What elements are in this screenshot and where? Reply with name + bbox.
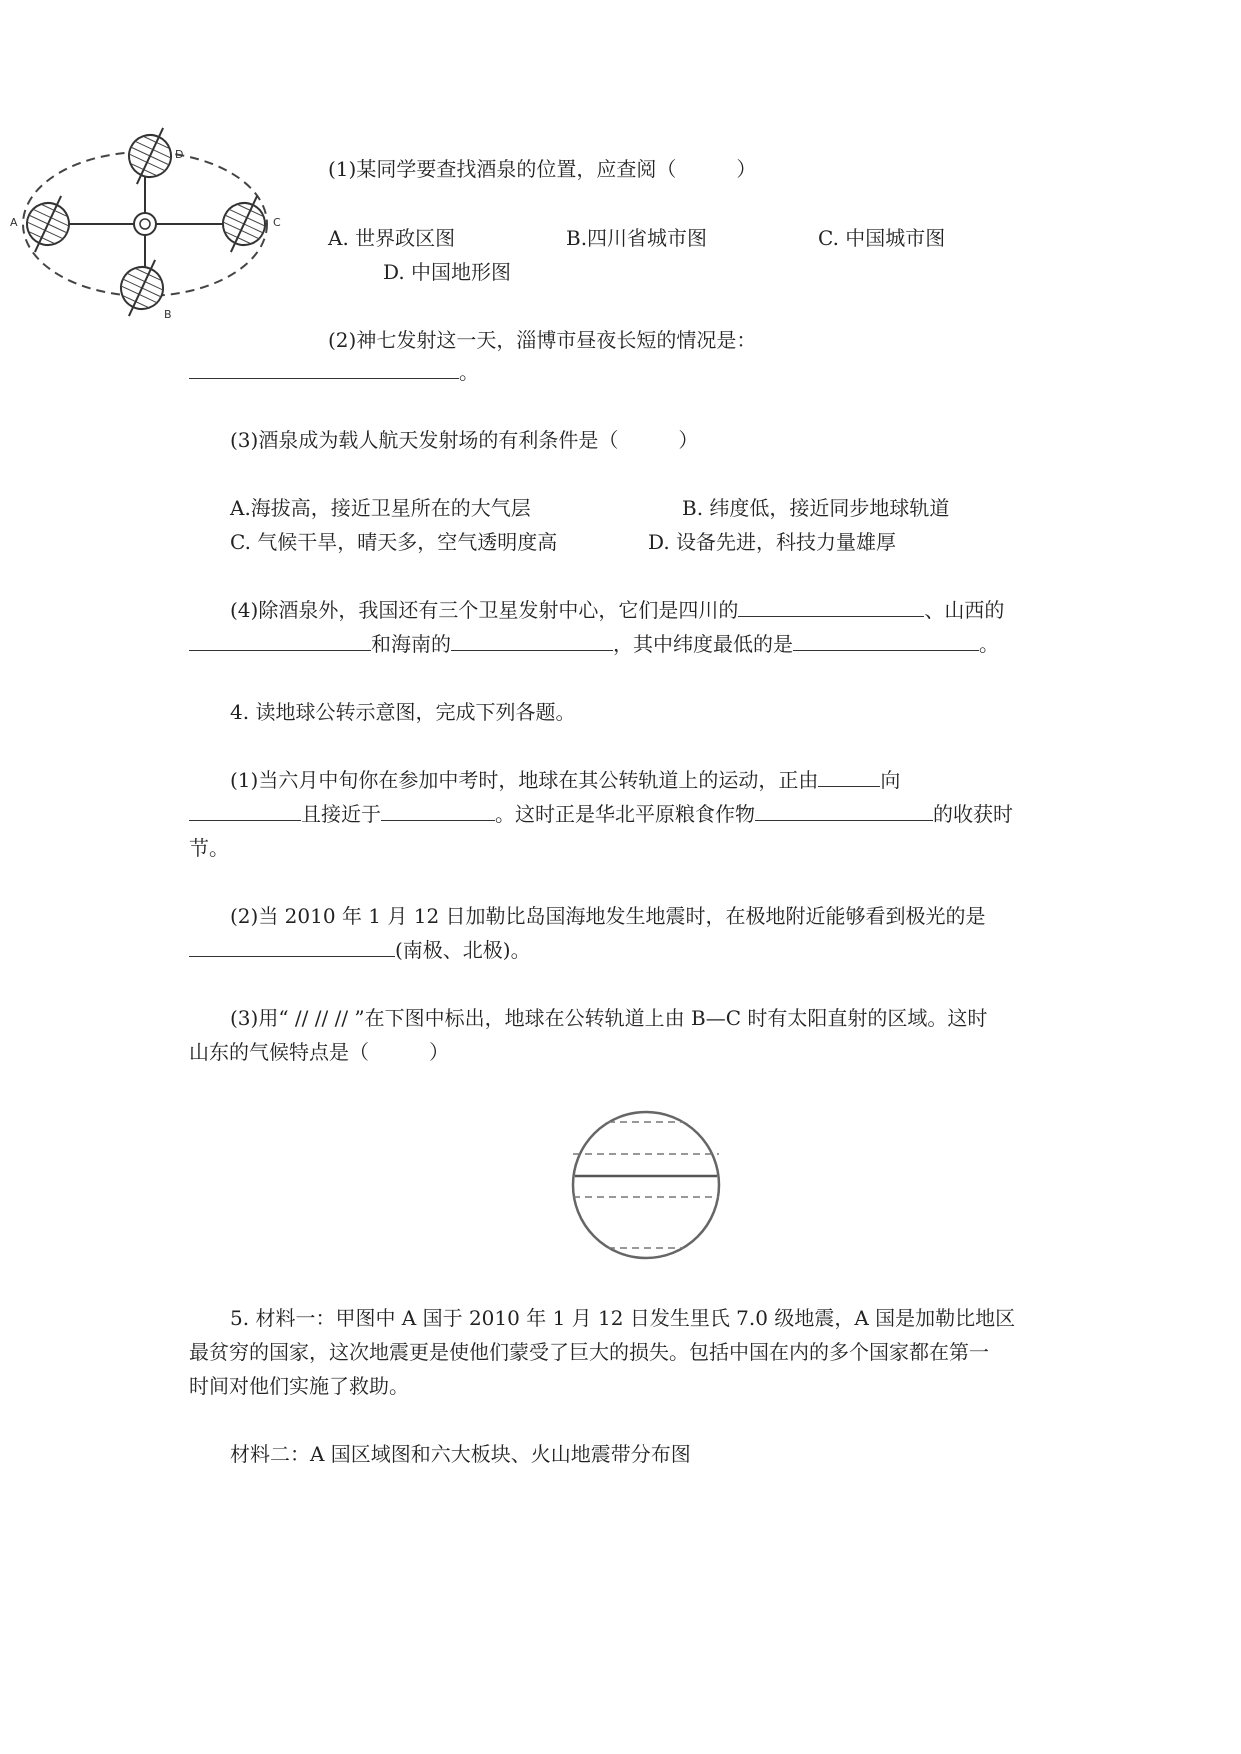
q3-p3-text: (3)酒泉成为载人航天发射场的有利条件是（ ） — [230, 428, 699, 452]
orbit-label-d: D — [175, 148, 184, 161]
q4-p2-text-b: (南极、北极)。 — [395, 938, 531, 962]
globe-diagram — [566, 1105, 726, 1265]
q3-p3-option-a: A.海拔高，接近卫星所在的大气层 — [230, 496, 531, 520]
q3-p4-text-c: 和海南的 — [371, 632, 451, 656]
q4-p1-text-d: 。这时正是华北平原粮食作物 — [495, 802, 755, 826]
q3-p2-text: (2)神七发射这一天，淄博市昼夜长短的情况是： — [328, 328, 757, 352]
answer-blank[interactable] — [189, 938, 395, 957]
orbit-label-c: C — [273, 216, 281, 229]
q3-p4-text-b: 、山西的 — [924, 598, 1005, 622]
q3-p2-end: 。 — [459, 360, 479, 384]
orbit-label-b: B — [164, 308, 172, 321]
q3-p3-option-b: B. 纬度低，接近同步地球轨道 — [682, 496, 950, 520]
q3-p1-option-d: D. 中国地形图 — [383, 260, 512, 284]
q3-p1-option-b: B.四川省城市图 — [566, 226, 708, 250]
answer-blank[interactable] — [451, 632, 613, 651]
q4-p1-text-f: 节。 — [189, 836, 229, 860]
q3-p3-option-d: D. 设备先进，科技力量雄厚 — [648, 530, 897, 554]
q5-line-1: 5. 材料一：甲图中 A 国于 2010 年 1 月 12 日发生里氏 7.0 级地震，A 国是加勒比地区 — [230, 1306, 1016, 1330]
q5-line-2: 最贫穷的国家，这次地震更是使他们蒙受了巨大的损失。包括中国在内的多个国家都在第一 — [189, 1340, 989, 1364]
answer-blank[interactable] — [793, 632, 979, 651]
q4-p3-text-b: 山东的气候特点是（ ） — [189, 1040, 449, 1064]
q4-title: 4. 读地球公转示意图，完成下列各题。 — [230, 700, 576, 724]
answer-blank[interactable] — [818, 768, 880, 787]
answer-blank[interactable] — [189, 802, 301, 821]
q3-p1-text: (1)某同学要查找酒泉的位置，应查阅（ ） — [328, 157, 757, 181]
q3-p4-text-d: ，其中纬度最低的是 — [613, 632, 793, 656]
q3-p3-option-c: C. 气候干旱，晴天多，空气透明度高 — [230, 530, 558, 554]
q5-material-2: 材料二：A 国区域图和六大板块、火山地震带分布图 — [230, 1442, 691, 1466]
q3-p4-text-a: (4)除酒泉外，我国还有三个卫星发射中心，它们是四川的 — [230, 598, 739, 622]
answer-blank[interactable] — [189, 632, 371, 651]
earth-globe-icon — [118, 119, 182, 193]
q3-p1-option-c: C. 中国城市图 — [818, 226, 946, 250]
q4-p3-text-a: (3)用“ // // // ”在下图中标出，地球在公转轨道上由 B—C 时有太阳直射的区域。这时 — [230, 1006, 988, 1030]
earth-orbit-diagram — [0, 118, 300, 328]
q3-p1-option-a: A. 世界政区图 — [328, 226, 456, 250]
q3-p4-text-e: 。 — [979, 632, 999, 656]
q4-p2-text-a: (2)当 2010 年 1 月 12 日加勒比岛国海地发生地震时，在极地附近能够看到极光的是 — [230, 904, 986, 928]
q4-p1-text-a: (1)当六月中旬你在参加中考时，地球在其公转轨道上的运动，正由 — [230, 768, 819, 792]
q4-p1-text-e: 的收获时 — [933, 802, 1013, 826]
answer-blank[interactable] — [755, 802, 933, 821]
orbit-label-a: A — [10, 216, 18, 229]
q4-p1-text-c: 且接近于 — [301, 802, 381, 826]
sun-icon — [134, 213, 156, 235]
q4-p1-text-b: 向 — [880, 768, 901, 792]
answer-blank[interactable] — [381, 802, 495, 821]
answer-blank[interactable] — [189, 360, 459, 379]
answer-blank[interactable] — [738, 598, 924, 617]
q5-line-3: 时间对他们实施了救助。 — [189, 1374, 409, 1398]
